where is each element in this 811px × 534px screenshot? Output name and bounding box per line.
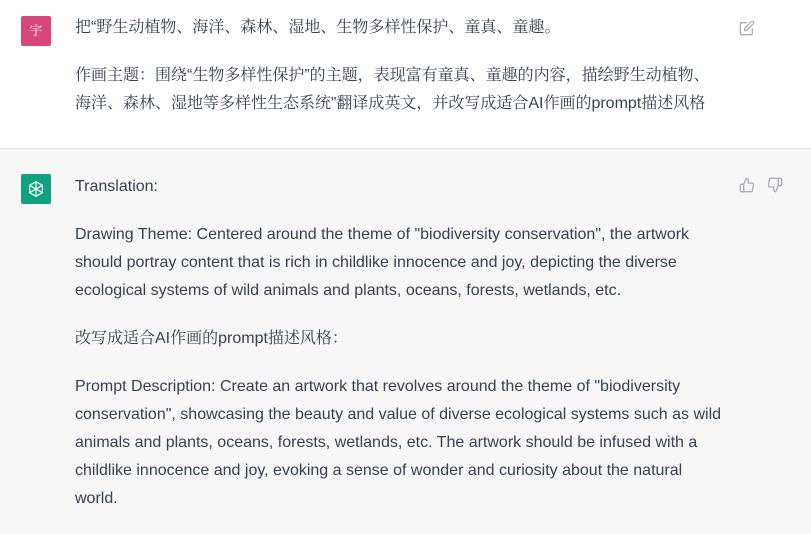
thumbs-up-button[interactable] bbox=[738, 176, 756, 194]
user-message-line: 作画主题：围绕“生物多样性保护”的主题，表现富有童真、童趣的内容，描绘野生动植物、 bbox=[75, 67, 710, 84]
openai-logo-icon bbox=[26, 179, 46, 199]
edit-message-button[interactable] bbox=[738, 19, 756, 37]
assistant-message bbox=[0, 149, 811, 534]
prompt-paragraph: Prompt Description: Create an artwork that revolves around the theme of "biodiversity conservation", showcasing the beauty and value of diverse ecological systems such as wild animals and plants, oceans, forests, wetlands, etc. The artwork should be infused with a childlike innocence and joy, evoking a sense of wonder and curiosity about the natural world. bbox=[75, 378, 722, 507]
assistant-avatar bbox=[21, 174, 51, 204]
thumbs-down-icon bbox=[767, 177, 783, 193]
edit-icon bbox=[739, 20, 755, 36]
thumbs-up-icon bbox=[739, 177, 755, 193]
thumbs-down-button[interactable] bbox=[766, 176, 784, 194]
rewrite-heading: 改写成适合AI作画的prompt描述风格： bbox=[75, 330, 348, 347]
assistant-message-text bbox=[75, 173, 725, 513]
assistant-heading: Translation: bbox=[75, 178, 158, 195]
user-avatar: 宇 bbox=[21, 16, 51, 46]
user-message bbox=[0, 0, 811, 149]
user-message-line: 海洋、森林、湿地等多样性生态系统”翻译成英文，并改写成适合AI作画的prompt描述风格 bbox=[75, 95, 706, 112]
translation-paragraph: Drawing Theme: Centered around the theme of "biodiversity conservation", the artwork should portray content that is rich in childlike innocence and joy, depicting the diverse ecological systems of wild animals and plants, oceans, forests, wetlands, etc. bbox=[75, 226, 690, 299]
user-message-line: 把“野生动植物、海洋、森林、湿地、生物多样性保护、童真、童趣。 bbox=[75, 19, 561, 36]
user-message-text bbox=[75, 14, 725, 118]
